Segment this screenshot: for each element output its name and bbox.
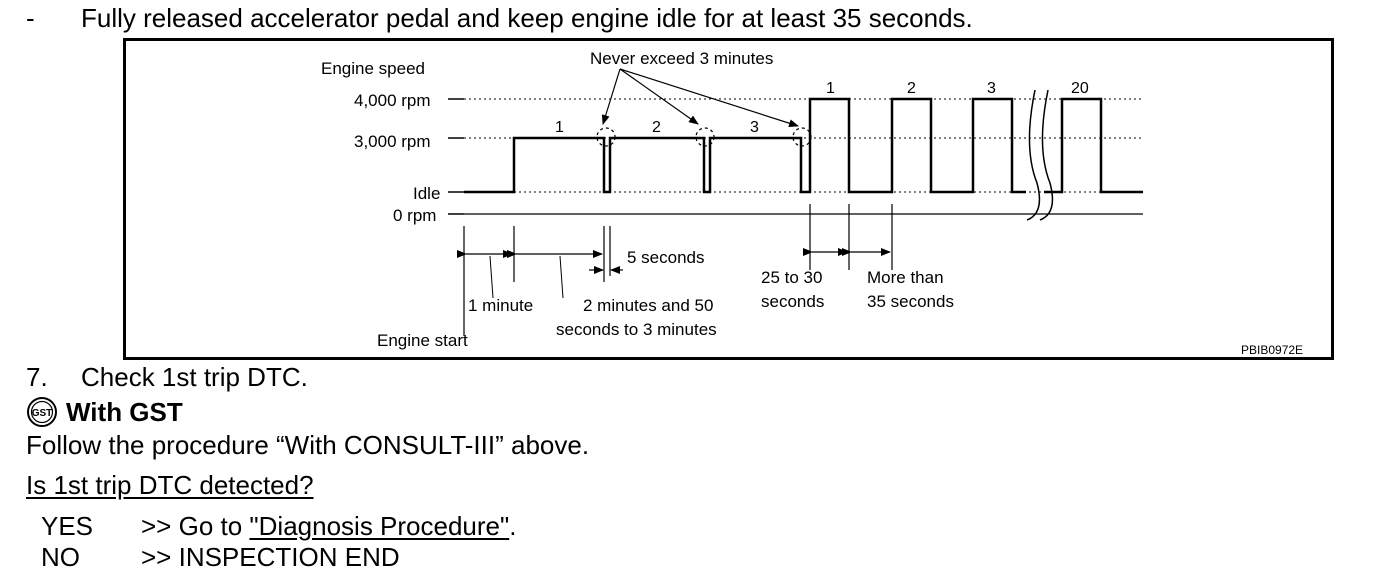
step-number: 7.: [26, 362, 48, 392]
label-2min50-line1: 2 minutes and 50: [583, 296, 714, 315]
figure-code: PBIB0972E: [1241, 343, 1304, 357]
leader-1min: [490, 256, 493, 298]
label-more-than-line2: 35 seconds: [867, 292, 954, 311]
gst-tool-icon: [26, 396, 58, 428]
label-5-seconds: 5 seconds: [627, 248, 705, 267]
gst-icon-text: GST: [31, 408, 53, 419]
y-axis-title: Engine speed: [321, 59, 425, 78]
level-label-idle: Idle: [413, 184, 441, 203]
low-cycle-number-2: 2: [652, 119, 661, 136]
high-cycle-number-3: 3: [987, 80, 996, 97]
answer-no-text: >> INSPECTION END: [141, 542, 400, 572]
break-mark-right: [1040, 90, 1052, 220]
high-cycle-number-20: 20: [1071, 80, 1089, 97]
label-engine-start: Engine start: [377, 331, 468, 350]
diagnosis-procedure-link[interactable]: "Diagnosis Procedure": [249, 511, 510, 541]
step-instruction: Fully released accelerator pedal and keep engine idle for at least 35 seconds.: [81, 3, 973, 33]
callout-arrow-3: [620, 69, 798, 126]
step-dash: -: [26, 3, 35, 33]
answer-yes-label: YES: [41, 511, 94, 541]
question-heading: Is 1st trip DTC detected?: [26, 470, 314, 500]
label-25-30-line2: seconds: [761, 292, 825, 311]
high-cycle-number-2: 2: [907, 80, 916, 97]
engine-speed-figure: [123, 38, 1334, 360]
break-mark-left: [1027, 90, 1039, 220]
label-more-than-line1: More than: [867, 268, 944, 287]
low-cycle-number-3: 3: [750, 119, 759, 136]
gst-heading: With GST: [66, 397, 183, 427]
level-label-3000: 3,000 rpm: [354, 132, 431, 151]
callout-arrow-1: [603, 69, 620, 124]
engine-speed-diagram: [123, 38, 1334, 360]
answer-yes-prefix: >> Go to: [141, 511, 243, 541]
callout-arrow-2: [620, 69, 698, 124]
callout-never-exceed: Never exceed 3 minutes: [590, 49, 774, 68]
label-1-minute: 1 minute: [468, 296, 534, 315]
speed-trace: [464, 99, 1026, 192]
low-cycle-number-1: 1: [555, 119, 564, 136]
answer-yes-row: [141, 511, 516, 541]
label-25-30-line1: 25 to 30: [761, 268, 823, 287]
answer-no-label: NO: [41, 542, 80, 572]
level-label-0rpm: 0 rpm: [393, 206, 437, 225]
follow-procedure-text: Follow the procedure “With CONSULT-III” above.: [26, 430, 590, 460]
answer-yes-suffix: .: [509, 511, 517, 541]
high-cycle-number-1: 1: [826, 80, 835, 97]
level-label-4000: 4,000 rpm: [354, 91, 431, 110]
leader-2min50: [560, 256, 563, 298]
step-text: Check 1st trip DTC.: [81, 362, 308, 392]
speed-trace-after-break: [1044, 99, 1143, 192]
label-2min50-line2: seconds to 3 minutes: [556, 320, 717, 339]
